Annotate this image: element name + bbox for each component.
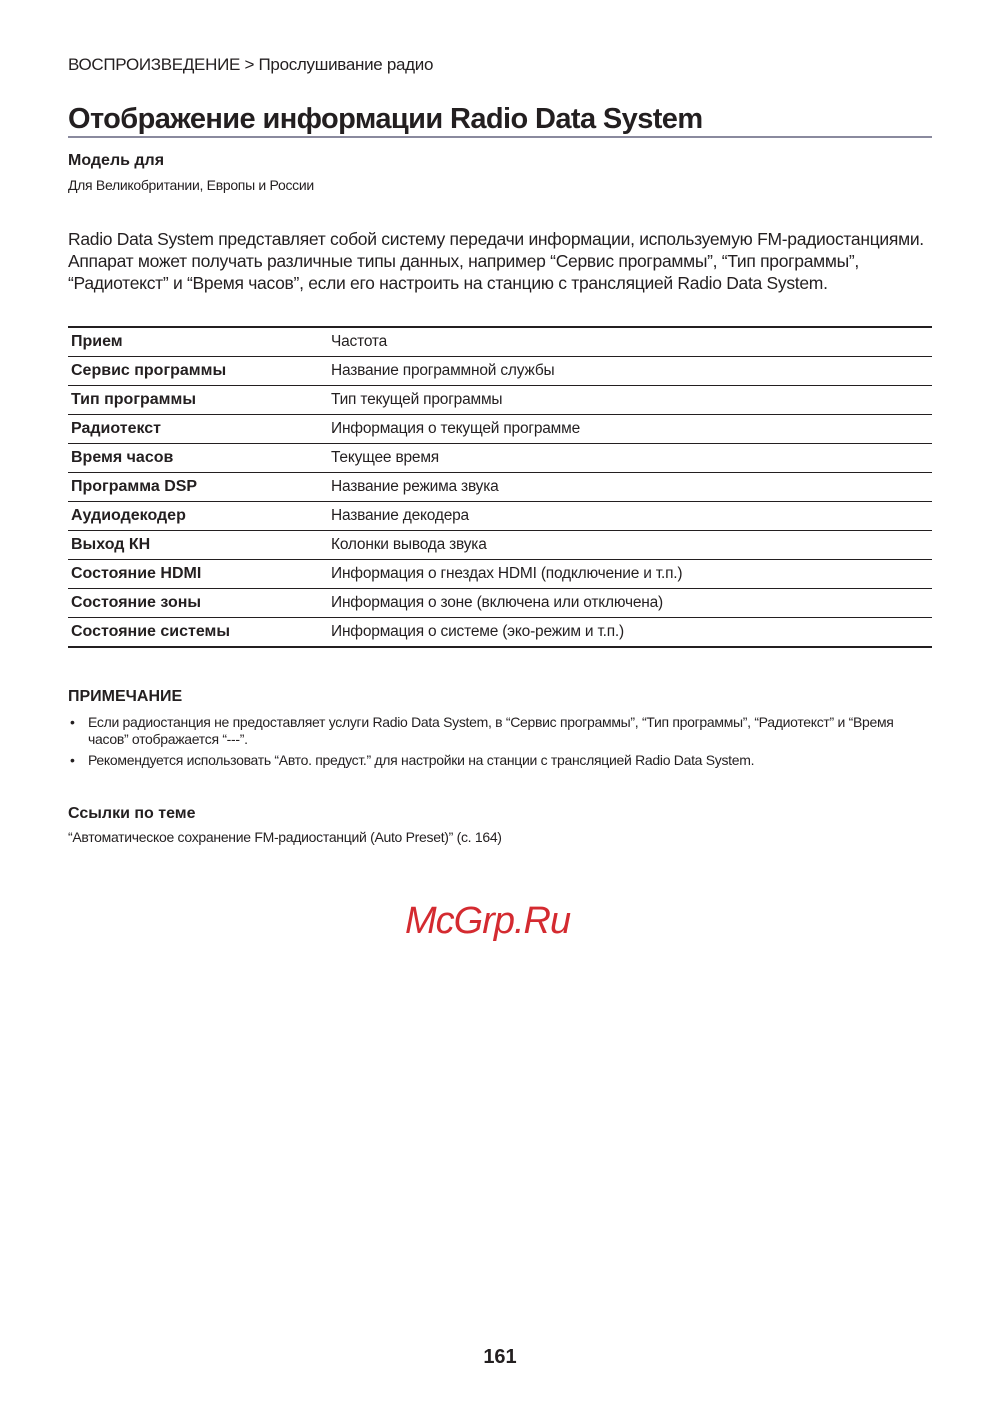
row-value: Частота (328, 327, 932, 357)
table-row (68, 327, 932, 357)
row-label: Радиотекст (68, 415, 328, 444)
page-number: 161 (483, 1346, 517, 1368)
row-label: Состояние HDMI (68, 560, 328, 589)
row-value: Информация о системе (эко-режим и т.п.) (328, 618, 932, 648)
table-row (68, 589, 932, 618)
note-text: Если радиостанция не предоставляет услуги Radio Data System, в “Сервис программы”, “Тип программы”, “Радиотекст” и “Время часов” отображается “---”. (88, 714, 894, 747)
table-row (68, 502, 932, 531)
watermark: McGrp.Ru (405, 900, 571, 942)
note-text: Рекомендуется использовать “Авто. предуст.” для настройки на станции с трансляцией Radio Data System. (88, 752, 755, 768)
related-link[interactable]: “Автоматическое сохранение FM-радиостанций (Auto Preset)” (с. 164) (68, 829, 502, 845)
row-label: Состояние зоны (68, 589, 328, 618)
row-label: Время часов (68, 444, 328, 473)
row-label: Аудиодекодер (68, 502, 328, 531)
breadcrumb: ВОСПРОИЗВЕДЕНИЕ > Прослушивание радио (68, 55, 434, 74)
row-value: Название декодера (328, 502, 932, 531)
related-links-heading: Ссылки по теме (68, 805, 196, 822)
note-item (68, 714, 928, 748)
row-label: Программа DSP (68, 473, 328, 502)
row-value: Информация о текущей программе (328, 415, 932, 444)
intro-paragraph: Radio Data System представляет собой систему передачи информации, используемую FM-радиостанциями. Аппарат может получать различные типы данных, например “Сервис программы”, “Тип программы”, “Радиотекст” и “Время часов”, если его настроить на станцию с трансляцией Radio Data System. (68, 229, 924, 293)
row-label: Прием (68, 327, 328, 357)
row-label: Сервис программы (68, 357, 328, 386)
row-value: Название программной службы (328, 357, 932, 386)
table-row (68, 415, 932, 444)
table-row (68, 531, 932, 560)
table-row (68, 560, 932, 589)
page-title: Отображение информации Radio Data System (68, 102, 932, 138)
row-value: Информация о зоне (включена или отключена) (328, 589, 932, 618)
row-value: Колонки вывода звука (328, 531, 932, 560)
table-row (68, 473, 932, 502)
table-row (68, 618, 932, 648)
row-label: Выход КН (68, 531, 328, 560)
bullet-icon: • (70, 752, 75, 768)
model-value: Для Великобритании, Европы и России (68, 177, 314, 193)
row-label: Состояние системы (68, 618, 328, 648)
row-value: Тип текущей программы (328, 386, 932, 415)
table-row (68, 444, 932, 473)
note-list (68, 714, 928, 773)
row-value: Текущее время (328, 444, 932, 473)
table-row (68, 386, 932, 415)
bullet-icon: • (70, 714, 75, 730)
note-heading: ПРИМЕЧАНИЕ (68, 688, 183, 705)
model-heading: Модель для (68, 152, 165, 169)
info-table (68, 326, 932, 648)
row-label: Тип программы (68, 386, 328, 415)
row-value: Название режима звука (328, 473, 932, 502)
note-item (68, 752, 928, 769)
table-row (68, 357, 932, 386)
row-value: Информация о гнездах HDMI (подключение и т.п.) (328, 560, 932, 589)
